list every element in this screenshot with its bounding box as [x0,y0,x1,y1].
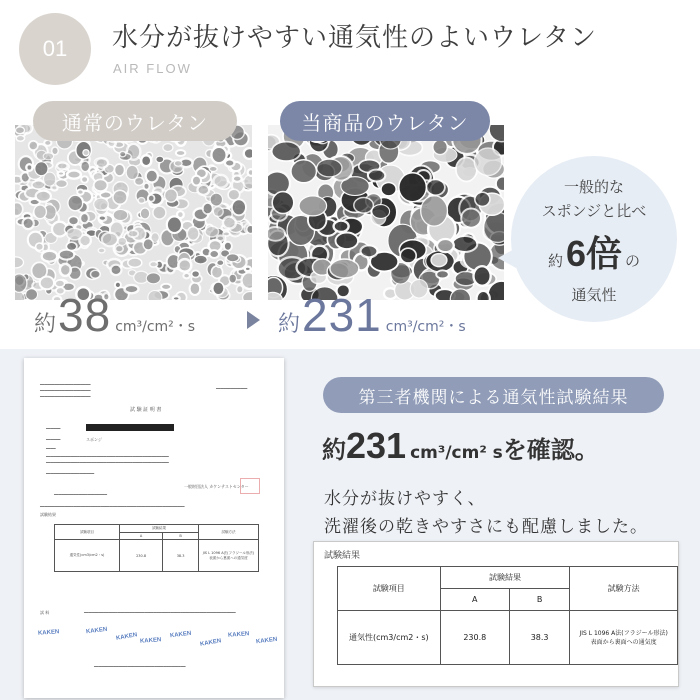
product-urethan-label: 当商品のウレタン [280,101,490,141]
product-unit: cm³/cm²・s [385,319,466,335]
zoom-row-item: 通気性(cm3/cm2・s) [338,611,441,665]
bubble-multiplier: 6倍 [565,233,623,274]
certificate-item: スポンジ [86,437,102,442]
result-value: 231 [346,425,407,466]
result-prefix: 約 [322,436,346,464]
product-prefix: 約 [278,312,301,337]
result-suffix: を確認。 [502,436,599,464]
bubble-suffix: の [625,252,641,270]
redacted-block [86,424,174,431]
cert-col-item: 試験項目 [55,525,120,540]
zoom-col-item: 試験項目 [338,567,441,611]
test-section-label: 第三者機関による通気性試験結果 [323,377,664,413]
comparison-bubble [511,156,677,322]
zoom-method [570,611,678,665]
normal-value: 38 [58,289,112,341]
kaken-watermark: KAKEN [199,638,222,648]
arrow-right-icon [247,311,260,329]
normal-unit: cm³/cm²・s [115,319,196,335]
certificate-issuer: 一般財団法人 カケンテストセンター [184,484,249,489]
kaken-watermark: KAKEN [255,636,278,646]
normal-urethan-label: 通常のウレタン [33,101,237,141]
seal-stamp-icon [240,478,260,494]
cert-value-b: 38.3 [163,540,199,572]
zoom-value-b: 38.3 [509,611,569,665]
test-result-headline [322,425,599,467]
certificate-section: 試験結果 [40,512,56,517]
product-urethan-photo [268,125,504,300]
zoom-sub-b: B [509,589,569,611]
page-title: 水分が抜けやすい通気性のよいウレタン [112,23,597,53]
cert-method [199,540,259,572]
cert-col-method: 試験方法 [199,525,259,540]
zoom-result-table [337,566,678,665]
cert-value-a: 230.8 [120,540,163,572]
cert-sub-a: A [120,533,163,540]
certificate-title: 試 験 証 明 書 [130,407,162,413]
cert-method-line1: JIS L 1096 A法(フラジール形法) [202,550,255,555]
bubble-line-1: 一般的な [563,178,624,196]
zoom-sub-a: A [440,589,509,611]
certificate-table [54,524,259,572]
cert-method-line2: 表面から裏面への通気度 [209,555,248,560]
bubble-line-2: スポンジと比べ [541,202,647,220]
zoom-value-a: 230.8 [440,611,509,665]
test-result-zoom-panel [313,541,679,687]
section-number: 01 [42,36,68,61]
normal-airflow-value [34,288,195,342]
kaken-watermark: KAKEN [169,630,192,640]
bubble-line-4: 通気性 [571,286,617,304]
kaken-watermark: KAKEN [115,632,138,642]
result-unit: cm³/cm² s [410,443,503,463]
bubble-line-3 [511,226,677,277]
bubble-prefix: 約 [547,252,563,270]
kaken-watermark: KAKEN [37,629,60,637]
test-certificate-image: ━━━━━━━━━━━━━━━━━━━━━ ━━━━━━━━━━━━━━━━━━━━━ ━━━━━━━━━━━━━━━━━━━━━ ━━━━━━━━━━━━━ 試 験 証 明 書 ━━━━━━ ━━━━━━ スポンジ ━━━━ ━━━━━━━━━━━━━━━━━━━━━━━━━━━━━━━━━━━━━━━━━━━━━━━━━━━ ━━━━━━━━━━━━━━━━━━━━━━━━━━━━━━━━━━━━━━━━━━━━━━━━━━━ ━━━━━━━━━━━━━━━━━━━━ 一般財団法人 カケンテストセンター ━━━━━━━━━━━━━━━━━━━━━━ ━━━━━━━━━━━━━━━━━━━━━━━━━━━━━━━━━━━━━━━━━━━━━━━━━━━━━━━━━━━━ 試験結果 試験項目 試験結果 試験方法 A B 通気性(cm3/cm2・s) 230.8 38.3 JIS L 1096 A法(フラジール形法) 表面から裏面への通気度 試 料 ━━━━━━━━━━━━━━━━━━━━━━━━━━━━━━━━━━━━━━━━━━━━━━━━━━━━━━━━━━━━━━━ KAKEN KAKEN KAKEN KAKEN KAKEN KAKEN KAKEN KAKEN ━━━━━━━━━━━━━━━━━━━━━━━━━━━━━━━━━━━━━━ [24,358,284,698]
normal-urethan-photo [15,125,252,300]
description-line-1: 水分が抜けやすく、 [324,489,486,509]
kaken-watermark: KAKEN [227,631,250,639]
zoom-col-method: 試験方法 [570,567,678,611]
cert-col-result: 試験結果 [120,525,199,533]
cert-sub-b: B [163,533,199,540]
description-line-2: 洗濯後の乾きやすさにも配慮しました。 [324,517,648,537]
cert-row-item: 通気性(cm3/cm2・s) [55,540,120,572]
zoom-col-result: 試験結果 [440,567,570,589]
kaken-watermark: KAKEN [85,626,108,636]
product-airflow-value [278,288,466,342]
section-number-badge [19,13,91,85]
kaken-watermark: KAKEN [139,637,162,645]
product-value: 231 [302,289,382,341]
certificate-sample-label: 試 料 [40,610,50,615]
normal-prefix: 約 [34,312,57,337]
zoom-method-line1: JIS L 1096 A法(フラジール形法) [579,629,668,637]
zoom-method-line2: 表面から裏面への通気度 [590,638,657,646]
page-subtitle: AIR FLOW [113,61,192,76]
zoom-heading: 試験結果 [324,551,361,561]
